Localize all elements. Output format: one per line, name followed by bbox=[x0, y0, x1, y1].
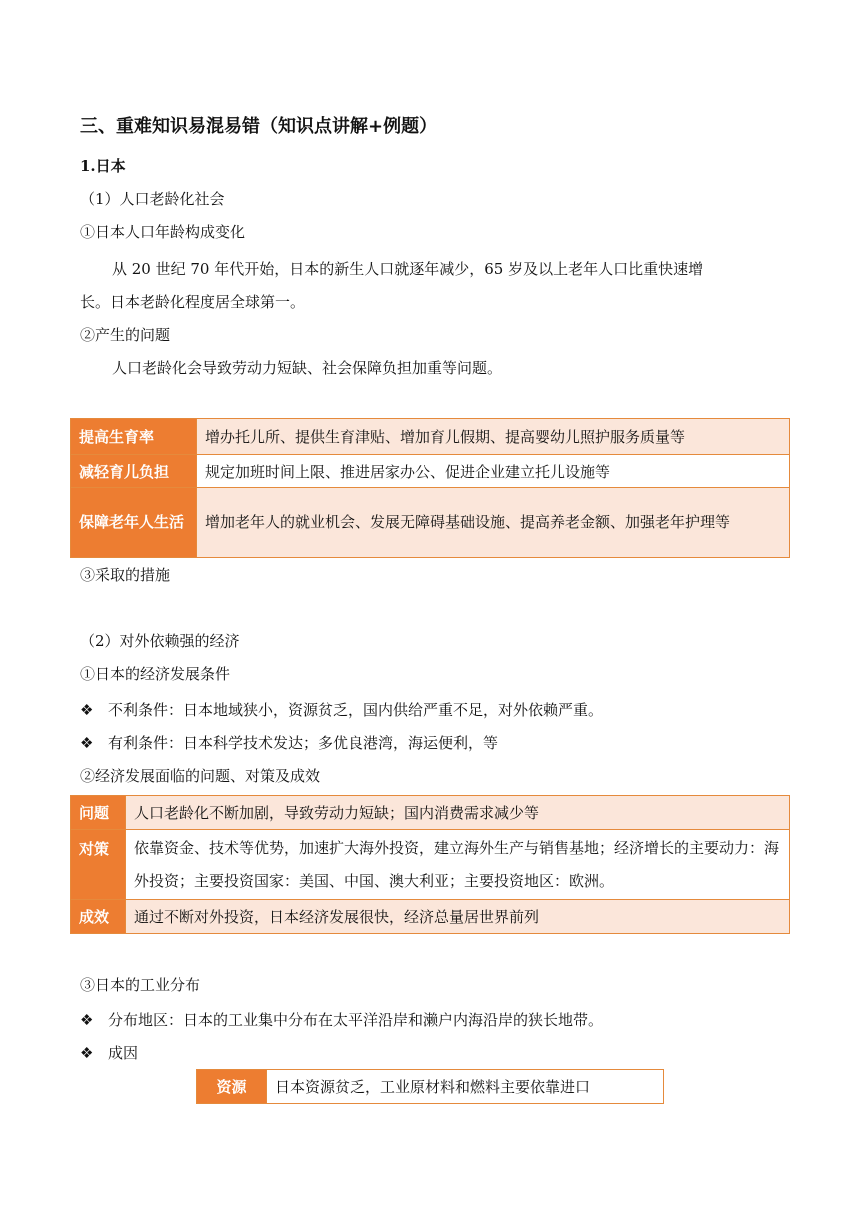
bullet-favorable bbox=[80, 733, 498, 753]
row-value: 人口老龄化不断加剧，导致劳动力短缺；国内消费需求减少等 bbox=[126, 796, 790, 830]
item-5-title: ②经济发展面临的问题、对策及成效 bbox=[80, 767, 321, 785]
bullet-text: 成因 bbox=[108, 1044, 139, 1062]
economy-table bbox=[70, 795, 790, 934]
topic-heading: 1.日本 bbox=[80, 157, 126, 175]
bullet-icon: ❖ bbox=[80, 734, 94, 752]
row-value: 依靠资金、技术等优势，加速扩大海外投资，建立海外生产与销售基地；经济增长的主要动力：海外投资；主要投资国家：美国、中国、澳大利亚；主要投资地区：欧洲。 bbox=[126, 830, 790, 900]
table-row bbox=[71, 419, 790, 455]
row-label: 对策 bbox=[71, 830, 126, 900]
bullet-causes bbox=[80, 1043, 138, 1063]
item-6-title: ③日本的工业分布 bbox=[80, 976, 201, 994]
bullet-distribution bbox=[80, 1010, 603, 1030]
bullet-text: 有利条件：日本科学技术发达；多优良港湾，海运便利，等 bbox=[108, 734, 499, 752]
row-label: 保障老年人生活 bbox=[71, 488, 197, 558]
table-row bbox=[197, 1070, 664, 1104]
table-row bbox=[71, 488, 790, 558]
paragraph-2: 人口老龄化会导致劳动力短缺、社会保障负担加重等问题。 bbox=[112, 359, 503, 377]
bullet-text: 分布地区：日本的工业集中分布在太平洋沿岸和濑户内海沿岸的狭长地带。 bbox=[108, 1011, 604, 1029]
row-value: 增加老年人的就业机会、发展无障碍基础设施、提高养老金额、加强老年护理等 bbox=[197, 488, 790, 558]
row-value: 日本资源贫乏，工业原材料和燃料主要依靠进口 bbox=[267, 1070, 664, 1104]
row-label: 资源 bbox=[197, 1070, 267, 1104]
row-value: 增办托儿所、提供生育津贴、增加育儿假期、提高婴幼儿照护服务质量等 bbox=[197, 419, 790, 455]
row-value: 通过不断对外投资，日本经济发展很快，经济总量居世界前列 bbox=[126, 900, 790, 934]
bullet-icon: ❖ bbox=[80, 1011, 94, 1029]
paragraph-1-line-1: 从 20 世纪 70 年代开始，日本的新生人口就逐年减少，65 岁及以上老年人口比重快速增 bbox=[112, 260, 704, 278]
paragraph-1-line-2: 长。日本老龄化程度居全球第一。 bbox=[80, 293, 306, 311]
causes-table bbox=[196, 1069, 664, 1104]
row-label: 提高生育率 bbox=[71, 419, 197, 455]
subsection-2-title: （2）对外依赖强的经济 bbox=[80, 632, 240, 650]
item-4-title: ①日本的经济发展条件 bbox=[80, 665, 231, 683]
row-value: 规定加班时间上限、推进居家办公、促进企业建立托儿设施等 bbox=[197, 455, 790, 488]
item-1-title: ①日本人口年龄构成变化 bbox=[80, 223, 246, 241]
bullet-unfavorable bbox=[80, 700, 603, 720]
measures-table bbox=[70, 418, 790, 558]
row-label: 成效 bbox=[71, 900, 126, 934]
item-3-title: ③采取的措施 bbox=[80, 566, 171, 584]
item-2-title: ②产生的问题 bbox=[80, 326, 171, 344]
bullet-icon: ❖ bbox=[80, 1044, 94, 1062]
bullet-text: 不利条件：日本地域狭小，资源贫乏，国内供给严重不足，对外依赖严重。 bbox=[108, 701, 604, 719]
section-title: 三、重难知识易混易错（知识点讲解+例题） bbox=[80, 116, 438, 137]
table-row bbox=[71, 900, 790, 934]
table-row bbox=[71, 830, 790, 900]
row-label: 减轻育儿负担 bbox=[71, 455, 197, 488]
subsection-1-title: （1）人口老龄化社会 bbox=[80, 190, 225, 208]
table-row bbox=[71, 796, 790, 830]
table-row bbox=[71, 455, 790, 488]
row-label: 问题 bbox=[71, 796, 126, 830]
bullet-icon: ❖ bbox=[80, 701, 94, 719]
